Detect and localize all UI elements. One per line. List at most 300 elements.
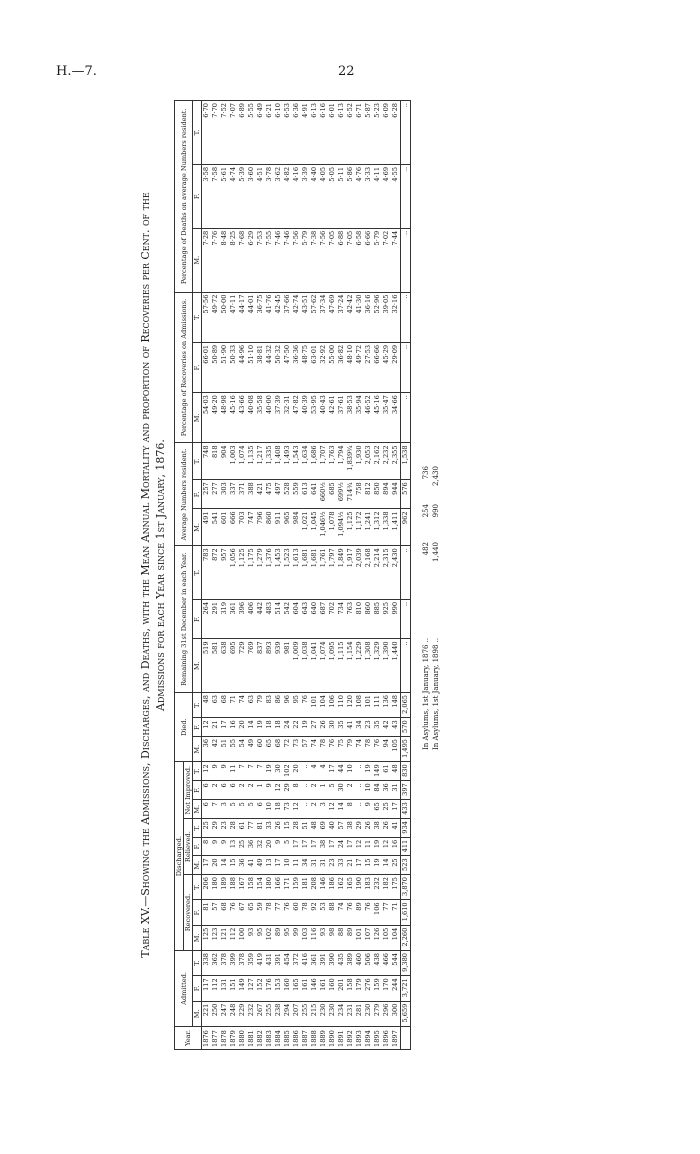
table-cell: 5·39 [238,164,247,228]
table-cell: 25 [202,819,212,838]
table-cell: 89 [274,925,283,950]
table-cell: 50·89 [211,342,220,392]
table-cell: 7·55 [265,228,274,292]
table-cell: 101 [310,693,319,718]
table-cell: 2,315 [382,546,391,600]
table-cell: 25 [238,837,247,856]
table-cell: 497 [274,480,283,509]
table-row [355,101,364,1050]
table-cell: 84 [373,781,382,800]
resident-1876-values [421,466,431,580]
table-cell: 49 [256,856,265,875]
table-cell: 7·52 [220,101,229,165]
table-cell: 6·21 [265,101,274,165]
table-cell: 965 [283,509,292,546]
table-cell: 17 [391,800,401,819]
table-cell: 78 [319,736,328,761]
table-cell: 276 [364,976,373,1001]
table-cell: 17 [346,837,355,856]
table-cell: 41 [247,856,256,875]
table-cell: 104 [319,693,328,718]
table-cell: 904 [220,443,229,480]
table-cell: 6·52 [346,101,355,165]
table-cell: 957 [220,546,229,600]
table-cell: 7·07 [229,101,238,165]
table-cell: 7·38 [310,228,319,292]
table-cell: 2,260 [401,925,411,950]
table-cell: 40·39 [301,393,310,443]
table-cell: 31 [391,781,401,800]
table-cell: 234 [337,1001,346,1026]
table-cell: 37·39 [274,393,283,443]
table-cell: 281 [355,1001,364,1026]
table-cell: 695 [229,639,238,693]
table-cell: 76 [364,900,373,925]
table-cell: 378 [220,950,229,975]
document-code: H.—7. [56,64,97,79]
table-cell: 9,380 [401,950,411,975]
table-cell: 27·53 [364,342,373,392]
table-cell: 12 [202,762,212,781]
table-cell: 47·69 [328,292,337,342]
table-cell: 514 [274,599,283,638]
year-cell: 1883 [265,1026,274,1049]
table-cell: 36·16 [364,292,373,342]
table-cell: 570 [401,718,411,737]
table-cell: 75 [337,736,346,761]
table-cell: 131 [220,976,229,1001]
table-cell: 48 [202,693,212,718]
table-cell: 17 [355,856,364,875]
table-cell: 389 [346,950,355,975]
table-cell: 55 [229,736,238,761]
rotated-table-block [138,100,678,1050]
table-cell: 1,495 [401,736,411,761]
table-cell: .. [401,228,411,292]
table-cell: 1,279 [256,546,265,600]
table-cell: 1,681 [301,546,310,600]
table-cell: 57 [301,736,310,761]
table-row [220,101,229,1050]
col-admitted: Admitted. [175,950,193,1026]
table-cell: 528 [283,480,292,509]
table-cell: 291 [211,599,220,638]
table-cell: 57·62 [310,292,319,342]
table-cell: 42·45 [274,292,283,342]
table-cell: 1,763 [328,443,337,480]
table-cell: 1,707 [319,443,328,480]
table-cell: 33 [337,856,346,875]
table-cell: 294 [283,1001,292,1026]
table-cell: 92 [310,900,319,925]
sex-subheader-m: M. [193,800,202,819]
table-cell: 5·87 [364,101,373,165]
table-cell: 783 [202,546,212,600]
table-cell: 396 [238,599,247,638]
table-cell: 105 [391,736,401,761]
table-cell: 12 [328,800,337,819]
table-cell: 5 [229,800,238,819]
table-cell: 230 [328,1001,337,1026]
table-cell: 28 [229,819,238,838]
table-cell: 34 [301,856,310,875]
table-cell: 4·82 [283,164,292,228]
table-cell: 123 [211,925,220,950]
year-cell: 1882 [256,1026,265,1049]
table-row [346,101,355,1050]
table-cell: 6·13 [337,101,346,165]
table-cell: 37·24 [337,292,346,342]
table-cell: 47·11 [229,292,238,342]
table-cell: 7·28 [202,228,212,292]
table-cell: 18 [274,800,283,819]
table-cell: 4·74 [229,164,238,228]
col-remaining: Remaining 31st December in each Year. [175,546,193,693]
table-cell: 6·53 [283,101,292,165]
table-cell: 49·72 [211,292,220,342]
table-cell: 57 [211,900,220,925]
table-cell: 519 [202,639,212,693]
table-cell: 1,095 [328,639,337,693]
table-cell: 38 [373,819,382,838]
table-cell: 101 [355,925,364,950]
resident-cell: 1,440 [432,542,440,563]
col-not-improved: Not Improved. [184,762,193,819]
table-cell: 100 [238,925,247,950]
table-cell: 2 [310,800,319,819]
table-cell: 42 [382,718,391,737]
table-cell: 361 [229,599,238,638]
table-cell: 60 [256,736,265,761]
table-cell: 190 [355,875,364,900]
table-cell: 466 [382,950,391,975]
table-cell: 69 [319,819,328,838]
resident-1876-label: In Asylums, 1st January, 1876 .. [422,637,430,750]
table-cell: 1,056 [229,546,238,600]
table-cell: 44·01 [247,292,256,342]
table-cell: 2,065 [401,693,411,718]
table-cell: 4·69 [382,164,391,228]
table-cell: 74 [310,736,319,761]
table-cell: 7 [238,762,247,781]
table-cell: 21 [211,718,220,737]
table-cell: 21 [346,856,355,875]
table-cell: 29 [355,819,364,838]
table-cell: 544 [391,950,401,975]
table-cell: 483 [265,599,274,638]
table-cell: 6 [256,800,265,819]
table-cell: 1,538 [401,443,411,480]
table-cell: 860 [364,599,373,638]
table-cell: 431 [265,950,274,975]
table-cell: 1,686 [310,443,319,480]
year-cell: 1887 [301,1026,310,1049]
table-cell: 47·82 [292,393,301,443]
table-cell: 2 [238,781,247,800]
table-cell: 5 [328,781,337,800]
table-cell: 703 [238,509,247,546]
table-cell: 939 [274,639,283,693]
table-cell: 6 [220,781,229,800]
table-cell: 179 [355,976,364,1001]
table-cell: 30 [337,781,346,800]
year-cell: 1890 [328,1026,337,1049]
year-cell: 1893 [355,1026,364,1049]
sex-subheader-m: M. [193,639,202,693]
table-cell: 523 [401,856,411,875]
table-cell: 6 [229,781,238,800]
table-cell: 208 [310,875,319,900]
table-cell: 32·16 [391,292,401,342]
table-cell: 6·71 [355,101,364,165]
title-line-2: Admissions for each Year since 1st January, 1876. [154,439,167,711]
year-cell: 1876 [202,1026,212,1049]
table-row [229,101,238,1050]
table-cell: 229 [238,1001,247,1026]
table-cell: 41·30 [355,292,364,342]
table-cell: 49 [247,736,256,761]
col-discharged: Discharged. [175,762,184,951]
table-cell: 94 [382,736,391,761]
table-cell: 127 [247,976,256,1001]
table-cell: 30 [328,718,337,737]
table-cell: 255 [301,1001,310,1026]
table-cell: 1,930 [355,443,364,480]
table-cell: 36 [238,856,247,875]
table-cell: 36 [247,837,256,856]
table-cell: 812 [364,480,373,509]
table-cell: 7·56 [319,228,328,292]
table-cell: 5,659 [401,1001,411,1026]
resident-cell: 990 [432,504,440,518]
table-cell: 962 [401,509,411,546]
table-cell: 35·58 [256,393,265,443]
table-cell: 44·96 [238,342,247,392]
table-cell: 25 [391,856,401,875]
table-cell: 149 [373,762,382,781]
table-cell: 34 [355,718,364,737]
table-cell: 74 [337,900,346,925]
table-cell: 20 [238,718,247,737]
table-cell: 30 [274,762,283,781]
table-cell: 1,217 [256,443,265,480]
col-average: Average Numbers resident. [175,443,193,546]
table-cell: 1,074 [319,639,328,693]
table-cell: 17 [220,718,229,737]
table-cell: 68 [220,900,229,925]
table-cell: .. [301,781,310,800]
table-cell: 17 [274,856,283,875]
table-cell: 48 [310,819,319,838]
table-cell: 2 [310,781,319,800]
table-cell: 12 [202,718,212,737]
table-cell: 41·76 [265,292,274,342]
table-cell: 3·58 [202,164,212,228]
table-cell: 1,408 [274,443,283,480]
table-cell: 35·47 [382,393,391,443]
totals-row [401,101,411,1050]
table-cell: 6·88 [337,228,346,292]
table-cell: 171 [283,875,292,900]
table-cell: 1,094½ [337,509,346,546]
table-cell: 850 [373,480,382,509]
table-cell: 50·00 [220,292,229,342]
table-cell: 158 [346,976,355,1001]
table-cell: 15 [283,819,292,838]
table-cell: 7 [256,762,265,781]
table-cell: 19 [364,762,373,781]
sex-subheader-t: T. [193,101,202,165]
table-cell: 15 [229,856,238,875]
table-cell: 126 [373,925,382,950]
table-cell: 206 [202,875,212,900]
table-cell: 390 [328,950,337,975]
statistics-table [174,100,411,1050]
table-cell: 61 [382,762,391,781]
table-cell: 267 [256,1001,265,1026]
table-cell: 769 [247,639,256,693]
table-cell: 3·39 [301,164,310,228]
col-recovered: Recovered. [184,875,193,951]
table-cell: 1,125 [238,546,247,600]
table-cell: 189 [220,875,229,900]
table-cell: 46·52 [364,393,373,443]
resident-summary [421,100,451,1050]
table-cell: 4·51 [256,164,265,228]
table-row [247,101,256,1050]
table-cell: 101 [364,693,373,718]
table-cell: 2,355 [391,443,401,480]
table-cell: 23 [364,718,373,737]
table-cell: 50·32 [274,342,283,392]
table-cell: 885 [373,599,382,638]
table-cell: 29 [283,781,292,800]
table-cell: 95 [256,925,265,950]
table-cell: 26 [382,819,391,838]
table-cell: 116 [310,925,319,950]
table-cell: 65 [247,900,256,925]
sex-subheader-f: F. [193,976,202,1001]
table-cell: 5·61 [220,164,229,228]
table-cell: 180 [265,875,274,900]
table-cell: 108 [355,693,364,718]
table-cell: 182 [382,875,391,900]
col-relieved: Relieved. [184,819,193,875]
table-cell: 39·05 [382,292,391,342]
table-cell: 49·20 [211,393,220,443]
table-cell: 88 [337,925,346,950]
year-cell: 1896 [382,1026,391,1049]
table-cell: 837 [256,639,265,693]
table-cell: 10 [283,856,292,875]
table-cell: 2 [211,781,220,800]
sex-subheader-f: F. [193,342,202,392]
table-cell: 17 [328,837,337,856]
table-cell: 12 [274,781,283,800]
table-cell: 104 [391,925,401,950]
table-cell: 43·51 [301,292,310,342]
table-cell: 215 [310,1001,319,1026]
table-cell: 5·05 [328,164,337,228]
resident-1898-label: In Asylums, 1st January, 1898 .. [432,637,440,750]
table-cell: 2,039 [355,546,364,600]
table-cell: 121 [220,925,229,950]
table-cell: 23 [328,856,337,875]
table-cell: 136 [382,693,391,718]
table-cell: 542 [283,599,292,638]
table-row [301,101,310,1050]
table-cell: 894 [382,480,391,509]
table-cell: 9 [220,837,229,856]
table-cell: 3·78 [265,164,274,228]
table-cell: 76 [283,900,292,925]
table-cell: 8·48 [220,228,229,292]
table-cell: 1,849 [337,546,346,600]
table-cell: 41 [391,819,401,838]
table-cell: 36 [382,781,391,800]
table-row [283,101,292,1050]
table-cell: 73 [283,800,292,819]
table-cell: 6·13 [310,101,319,165]
table-cell: 40·00 [265,393,274,443]
table-cell: .. [401,342,411,392]
table-cell: 3,870 [401,875,411,900]
table-cell: 643 [301,599,310,638]
table-cell: 1,797 [328,546,337,600]
table-cell: 14 [382,856,391,875]
table-cell: 36·82 [337,342,346,392]
table-cell: 3·33 [364,164,373,228]
table-cell: 59 [256,900,265,925]
table-cell: 818 [211,443,220,480]
table-cell: 148 [391,693,401,718]
table-cell: 57·56 [202,292,212,342]
table-cell: 38·81 [256,342,265,392]
table-cell: 7·56 [292,228,301,292]
table-cell: 638 [220,639,229,693]
table-row [202,101,212,1050]
table-cell: 71 [229,693,238,718]
table-cell: 159 [292,875,301,900]
table-cell: 221 [202,1001,212,1026]
table-cell: 76 [301,693,310,718]
table-cell: 25 [382,800,391,819]
table-cell: 17 [310,837,319,856]
table-cell: 47·50 [283,342,292,392]
table-cell: 4 [310,762,319,781]
table-cell: 42·74 [292,292,301,342]
table-cell: 4·91 [301,101,310,165]
table-cell: 63 [247,693,256,718]
table-cell: 6·89 [238,101,247,165]
sex-subheader-f: F. [193,900,202,925]
year-cell: 1884 [274,1026,283,1049]
table-cell: 1,613 [292,546,301,600]
table-cell: 63·01 [310,342,319,392]
table-cell: 15 [364,856,373,875]
year-cell: 1886 [292,1026,301,1049]
sex-subheader-t: T. [193,762,202,781]
table-cell: 990 [391,599,401,638]
table-cell: .. [401,639,411,693]
table-cell: 13 [229,837,238,856]
table-cell: 52·96 [373,292,382,342]
table-cell: 248 [229,1001,238,1026]
year-cell: 1892 [346,1026,355,1049]
table-cell: 29 [211,819,220,838]
table-cell: 16 [391,837,401,856]
table-cell: 12 [382,837,391,856]
